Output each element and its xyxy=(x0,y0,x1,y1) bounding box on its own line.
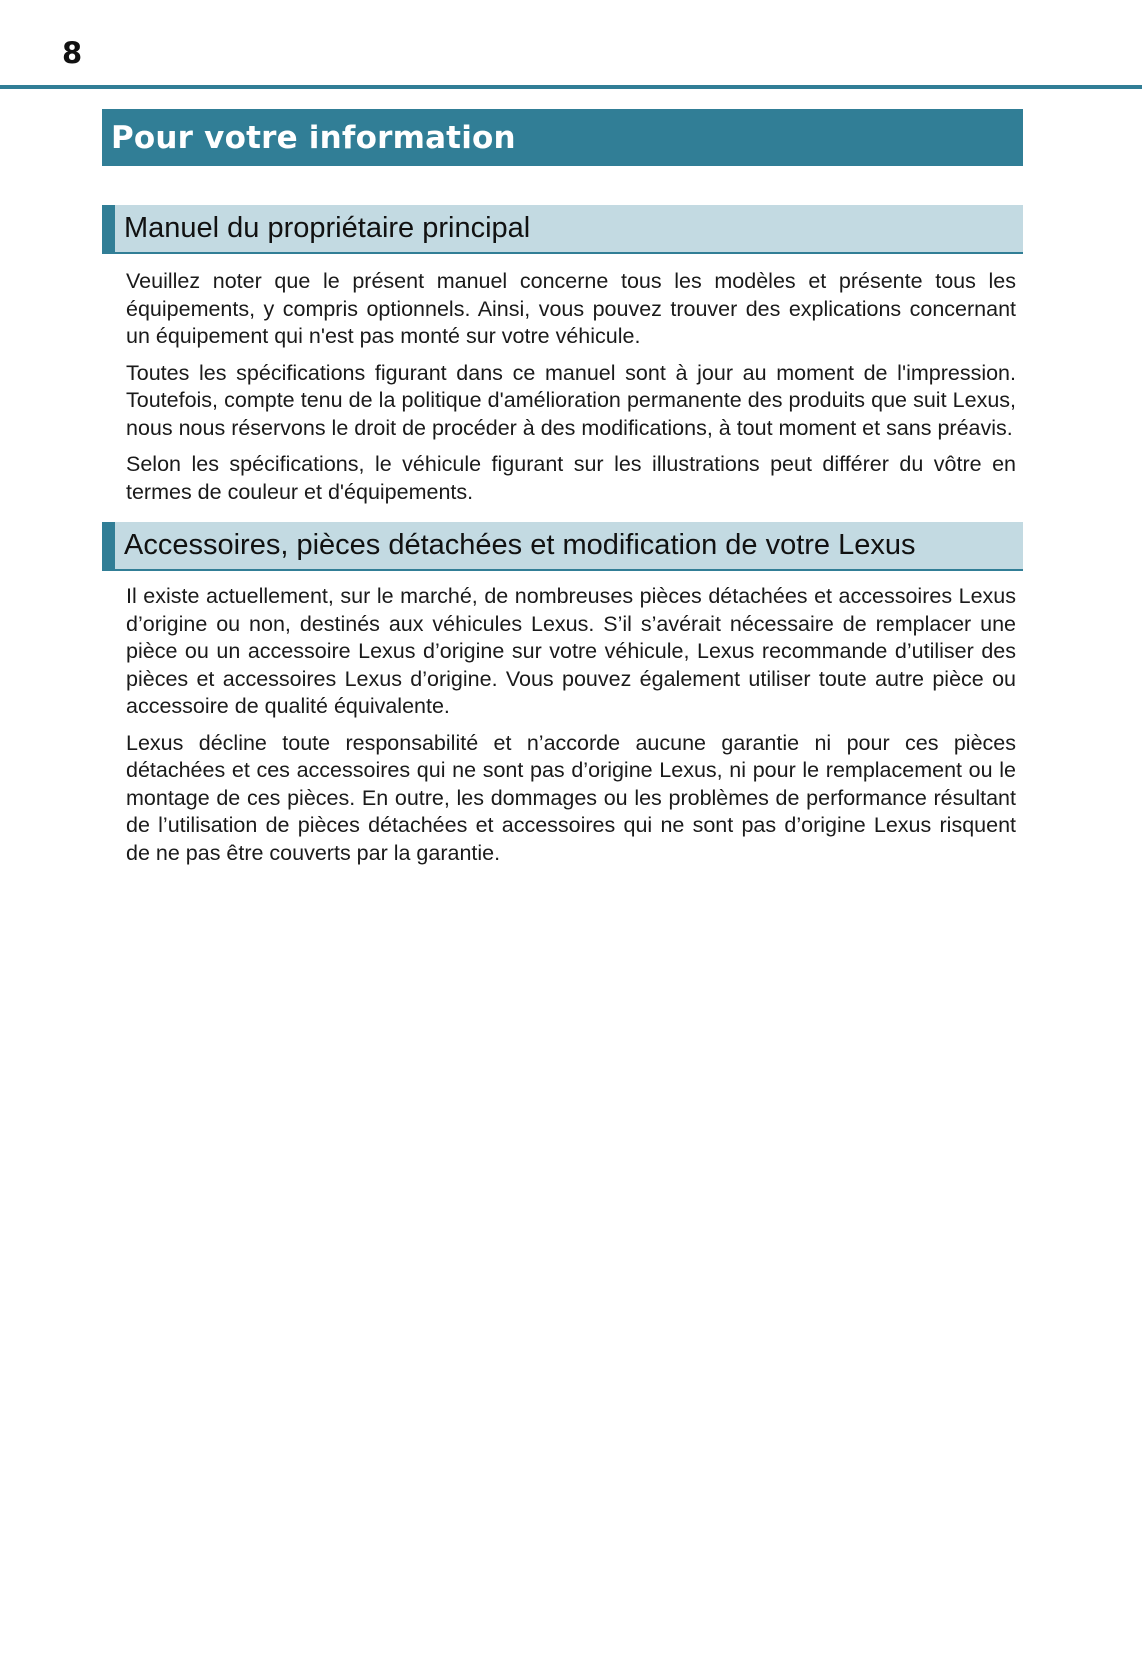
section-heading-accessories xyxy=(102,522,1023,571)
paragraph: Selon les spécifications, le véhicule figurant sur les illustrations peut différer du vôtre en termes de couleur et d'équipements. xyxy=(126,452,1016,504)
paragraph: Lexus décline toute responsabilité et n’accorde aucune garantie ni pour ces pièces détachées et ces accessoires qui ne sont pas d’origine Lexus, ni pour le remplacement ou le montage de ces pièces. En outre, les dommages ou les problèmes de performance résultant de l’utilisation de pièces détachées et accessoires qui ne sont pas d’origine Lexus risquent de ne pas être couverts par la garantie. xyxy=(126,730,1016,865)
section-accent-bar xyxy=(102,205,115,252)
section-accent-bar xyxy=(102,522,115,569)
paragraph: Il existe actuellement, sur le marché, de nombreuses pièces détachées et accessoires Lexus d’origine ou non, destinés aux véhicules Lexus. S’il s’avérait nécessaire de remplacer une pièce ou un accessoire Lexus d’origine sur votre véhicule, Lexus recommande d’utiliser des pièces et accessoires Lexus d’origine. Vous pouvez également utiliser toute autre pièce ou accessoire de qualité équivalente. xyxy=(126,584,1016,718)
chapter-banner xyxy=(102,109,1023,166)
section-heading-owner-manual xyxy=(102,205,1023,254)
chapter-title: Pour votre information xyxy=(111,119,516,156)
section-body-owner-manual xyxy=(126,268,1016,515)
section-title: Manuel du propriétaire principal xyxy=(124,212,531,244)
header-rule xyxy=(0,85,1142,89)
paragraph: Toutes les spécifications figurant dans ce manuel sont à jour au moment de l'impression. Toutefois, compte tenu de la politique d'amélioration permanente des produits que suit Lexus, nous nous réservons le droit de procéder à des modifications, à tout moment et sans préavis. xyxy=(126,360,1016,440)
section-body-accessories xyxy=(126,583,1016,876)
paragraph: Veuillez noter que le présent manuel concerne tous les modèles et présente tous les équipements, y compris optionnels. Ainsi, vous pouvez trouver des explications concernant un équipement qui n'est pas monté sur votre véhicule. xyxy=(126,269,1016,348)
section-title: Accessoires, pièces détachées et modification de votre Lexus xyxy=(124,529,916,561)
page-number: 8 xyxy=(62,36,83,70)
